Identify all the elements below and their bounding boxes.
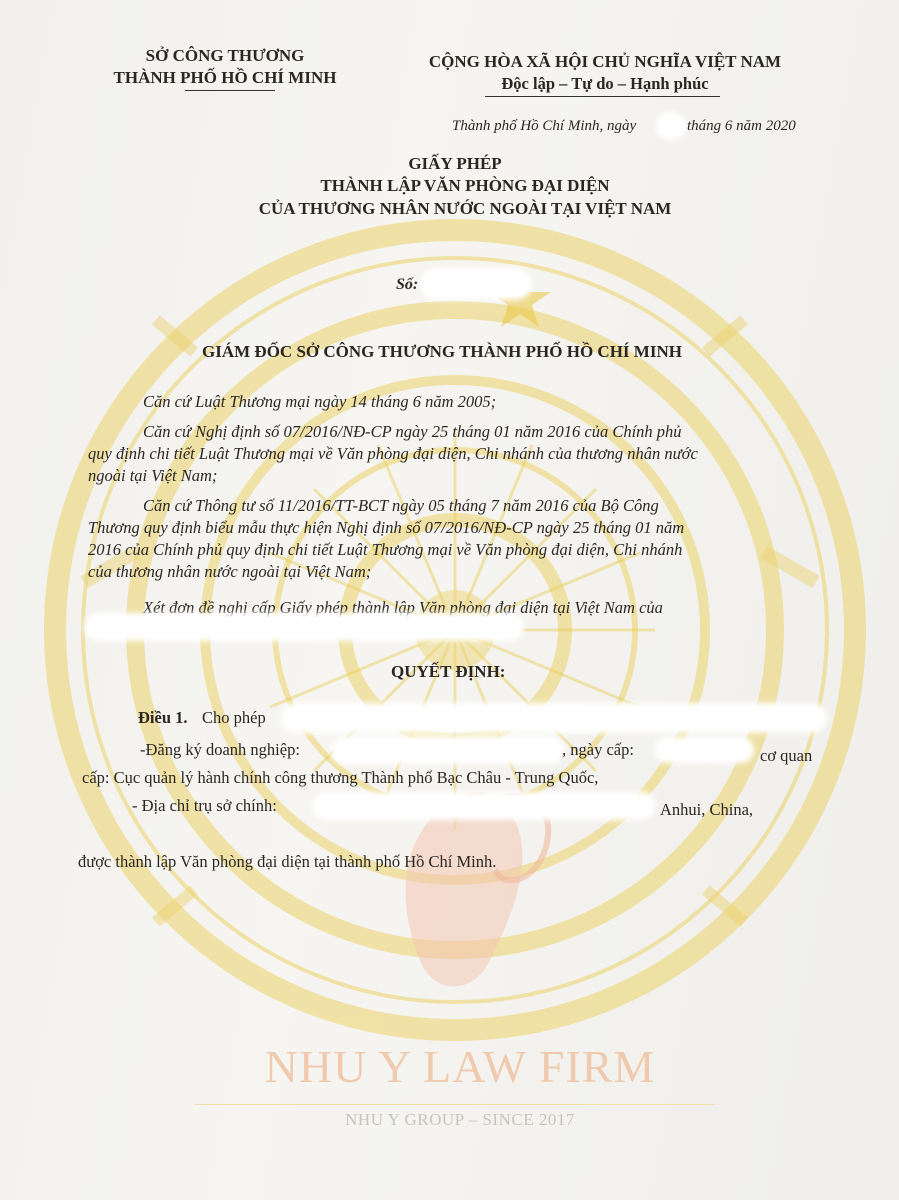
legal-basis-2-line3: ngoài tại Việt Nam;: [88, 466, 218, 485]
issue-date-prefix: Thành phố Hồ Chí Minh, ngày: [452, 118, 637, 134]
redacted-company-name: [285, 707, 823, 729]
issuing-authority: GIÁM ĐỐC SỞ CÔNG THƯƠNG THÀNH PHỐ HỒ CHÍ MINH: [202, 342, 682, 361]
agency-name-line1: SỞ CÔNG THƯƠNG: [145, 46, 305, 65]
redacted-issue-date: [658, 741, 750, 759]
redacted-applicant-name: [88, 617, 520, 637]
license-number-label: Số:: [396, 276, 419, 293]
article-1-closing: được thành lập Văn phòng đại diện tại thành phố Hồ Chí Minh.: [78, 852, 497, 871]
head-office-address-tail: Anhui, China,: [660, 800, 754, 819]
legal-basis-1: Căn cứ Luật Thương mại ngày 14 tháng 6 năm 2005;: [143, 392, 497, 411]
national-title: CỘNG HÒA XÃ HỘI CHỦ NGHĨA VIỆT NAM: [428, 52, 782, 71]
application-review-line1: Xét đơn đề nghị cấp Giấy phép thành lập Văn phòng đại diện tại Việt Nam của: [143, 598, 663, 617]
national-motto: Độc lập – Tự do – Hạnh phúc: [501, 74, 709, 93]
issue-date-label: , ngày cấp:: [562, 740, 634, 759]
issuing-agency-line: cấp: Cục quản lý hành chính công thương Thành phố Bạc Châu - Trung Quốc,: [82, 768, 599, 787]
document-title-line2: THÀNH LẬP VĂN PHÒNG ĐẠI DIỆN: [320, 176, 610, 195]
agency-name-line2: THÀNH PHỐ HỒ CHÍ MINH: [113, 68, 337, 87]
decision-heading: QUYẾT ĐỊNH:: [391, 662, 506, 681]
redacted-registration-number: [335, 740, 560, 760]
law-firm-watermark: NHU Y LAW FIRM: [264, 1041, 656, 1092]
document-title-line3: CỦA THƯƠNG NHÂN NƯỚC NGOÀI TẠI VIỆT NAM: [258, 199, 672, 218]
law-firm-watermark-subtitle: NHU Y GROUP – SINCE 2017: [345, 1110, 575, 1129]
legal-basis-2-line1: Căn cứ Nghị định số 07/2016/NĐ-CP ngày 25 tháng 01 năm 2016 của Chính phủ: [143, 422, 682, 441]
agency-underline: [185, 90, 275, 91]
issue-date-suffix: tháng 6 năm 2020: [687, 118, 796, 134]
legal-basis-3-line4: của thương nhân nước ngoài tại Việt Nam;: [88, 562, 372, 581]
legal-basis-3-line2: Thương quy định biểu mẫu thực hiện Nghị định số 07/2016/NĐ-CP ngày 25 tháng 01 năm: [88, 518, 685, 537]
redacted-license-number: [424, 272, 528, 296]
article-1-label: Điều 1.: [138, 708, 188, 727]
article-1-text: Cho phép: [202, 708, 266, 727]
watermark-divider: [195, 1104, 715, 1105]
issuing-agency-label: cơ quan: [760, 746, 813, 765]
motto-underline: [485, 96, 720, 97]
legal-basis-2-line2: quy định chi tiết Luật Thương mại về Văn phòng đại diện, Chi nhánh của thương nhân nước: [88, 444, 698, 463]
legal-basis-3-line3: 2016 của Chính phủ quy định chi tiết Luật Thương mại về Văn phòng đại diện, Chi nhánh: [88, 540, 683, 559]
business-registration-label: -Đăng ký doanh nghiệp:: [140, 740, 300, 759]
redacted-day: [660, 116, 682, 136]
head-office-address-label: - Địa chỉ trụ sở chính:: [132, 796, 277, 815]
redacted-address: [316, 796, 652, 816]
legal-basis-3-line1: Căn cứ Thông tư số 11/2016/TT-BCT ngày 05 tháng 7 năm 2016 của Bộ Công: [143, 496, 659, 515]
document-title: GIẤY PHÉP: [408, 154, 502, 173]
